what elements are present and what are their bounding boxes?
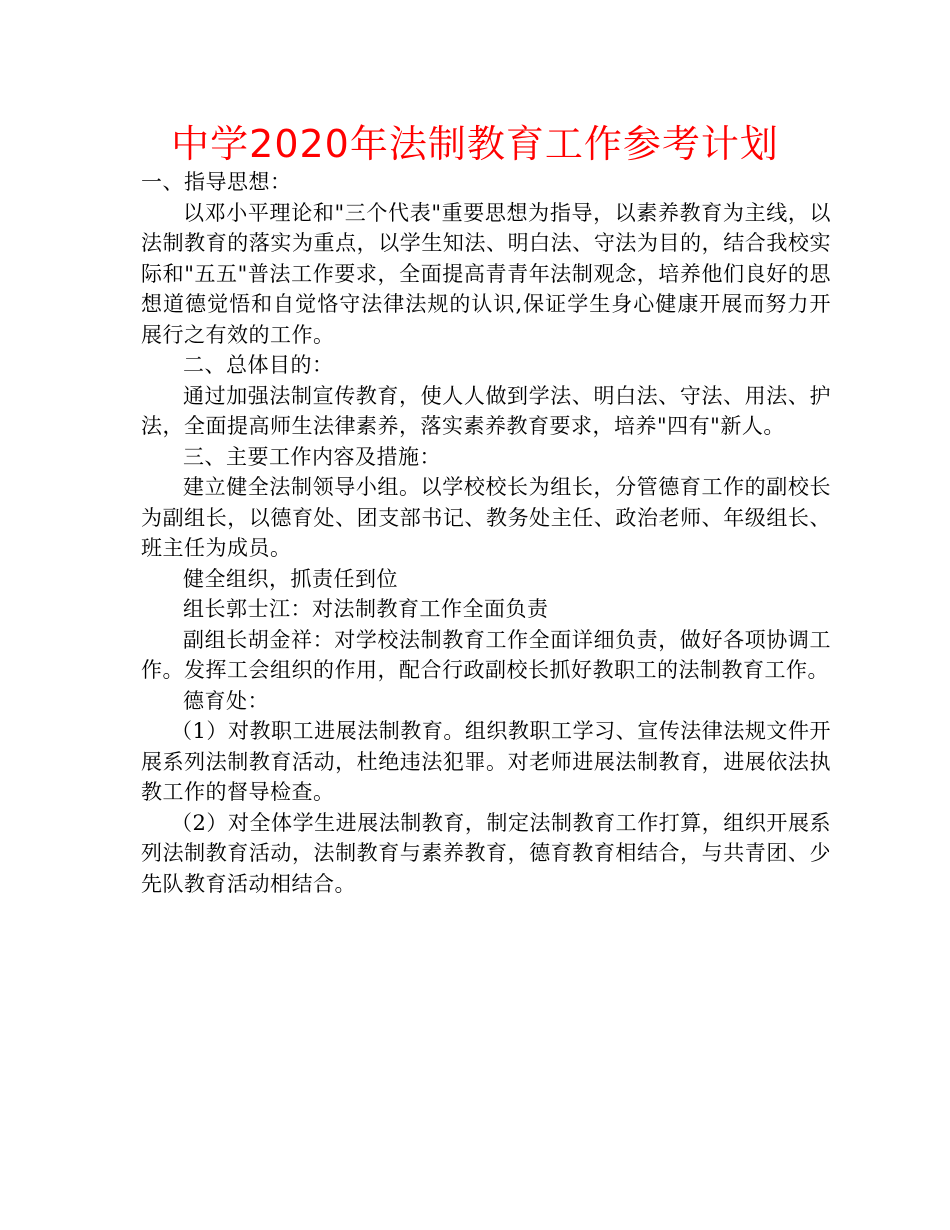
section-heading-guiding-ideology: 一、指导思想： [141,170,292,194]
paragraph-deputy-leader: 副组长胡金祥：对学校法制教育工作全面详细负责，做好各项协调工作。发挥工会组织的作用，配合行政副校长抓好教职工的法制教育工作。 [141,627,831,682]
paragraph-leadership-group: 建立健全法制领导小组。以学校校长为组长，分管德育工作的副校长为副组长，以德育处、团支部书记、教务处主任、政治老师、年级组长、班主任为成员。 [141,475,831,560]
paragraph-moral-education-office: 德育处： [183,688,269,713]
list-item-staff-education: （1）对教职工进展法制教育。组织教职工学习、宣传法律法规文件开展系列法制教育活动，杜绝违法犯罪。对老师进展法制教育，进展依法执教工作的督导检查。 [141,719,831,804]
paragraph-overall-goal: 通过加强法制宣传教育，使人人做到学法、明白法、守法、用法、护法，全面提高师生法律素养，落实素养教育要求，培养"四有"新人。 [141,383,831,438]
section-heading-main-work: 三、主要工作内容及措施： [183,444,441,469]
paragraph-organization: 健全组织，抓责任到位 [183,566,398,591]
list-item-student-education: （2）对全体学生进展法制教育，制定法制教育工作打算，组织开展系列法制教育活动，法制教育与素养教育，德育教育相结合，与共青团、少先队教育活动相结合。 [141,810,831,896]
paragraph-guiding-ideology: 以邓小平理论和"三个代表"重要思想为指导，以素养教育为主线，以法制教育的落实为重点，以学生知法、明白法、守法为目的，结合我校实际和"五五"普法工作要求，全面提高青青年法制观念，培养他们良好的思想道德觉悟和自觉恪守法律法规的认识,保证学生身心健康开展而努力开展行之有效的工作。 [141,200,831,347]
document-body [141,167,831,899]
document-title: 中学2020年法制教育工作参考计划 [171,122,779,166]
section-heading-overall-goal: 二、总体目的： [183,353,334,377]
paragraph-group-leader: 组长郭士江：对法制教育工作全面负责 [183,597,549,621]
